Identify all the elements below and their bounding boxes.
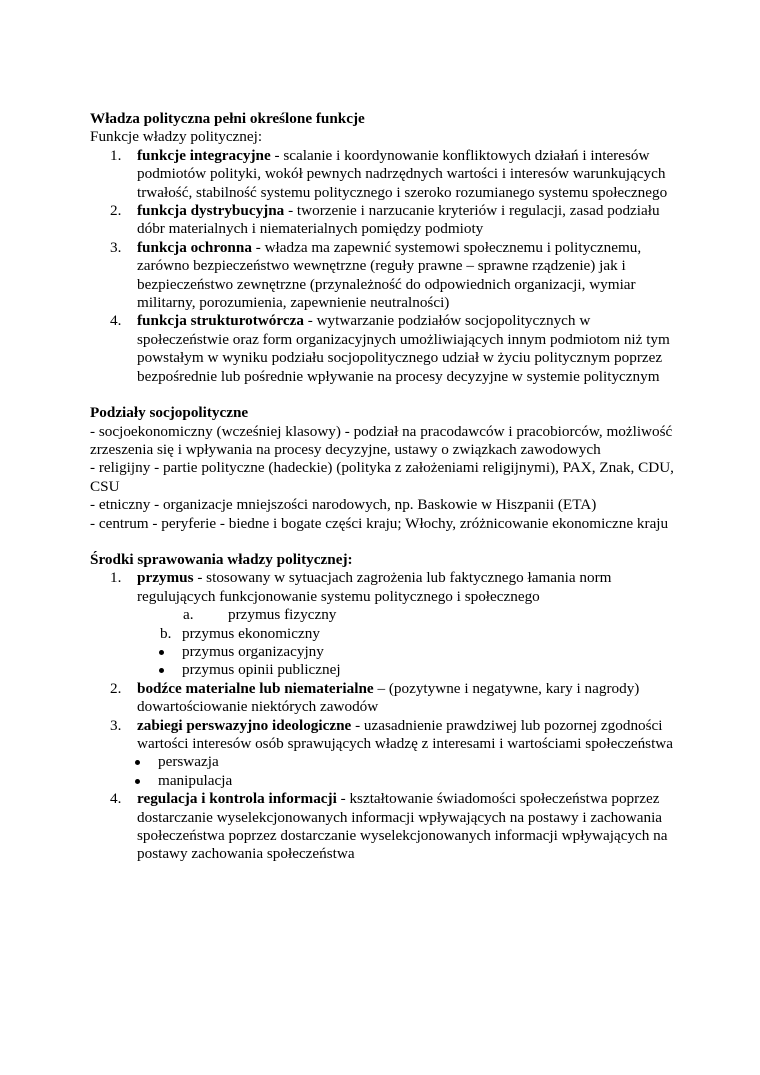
bullet-icon — [159, 650, 164, 655]
sublist-item: przymus opinii publicznej — [90, 661, 680, 679]
bullet-icon — [135, 779, 140, 784]
list-item: 4. funkcja strukturotwórcza - wytwarzanie podziałów socjopolitycznych w społeczeństwie oraz form organizacyjnych umożliwiających innym podmiotom niż tym powstałym w wyniku podziału socjopolitycznego udział w życiu politycznym poprzez bezpośrednie lub pośrednie wpływanie na procesy decyzyjne w systemie politycznym — [110, 312, 670, 385]
means-list-continued — [90, 680, 680, 754]
section-heading-divisions: Podziały socjopolityczne — [90, 404, 249, 422]
division-line: - etniczny - organizacje mniejszości narodowych, np. Baskowie w Hiszpanii (ETA) — [90, 496, 597, 514]
list-item: 2. bodźce materialne lub niematerialne – (pozytywne i negatywne, kary i nagrody) dowartościowanie niektórych zawodów — [110, 679, 640, 716]
list-item-term: przymus — [137, 569, 194, 587]
sublist-item: manipulacja — [90, 772, 680, 790]
list-item: 2. funkcja dystrybucyjna - tworzenie i narzucanie kryteriów i regulacji, zasad podziału dóbr materialnych i niematerialnych pomiędzy podmioty — [110, 202, 660, 238]
list-item-term: bodźce materialne lub niematerialne — [137, 679, 374, 697]
sublist-item: przymus organizacyjny — [90, 643, 680, 661]
means-list-final — [90, 790, 680, 864]
list-item: 3. zabiegi perswazyjno ideologiczne - uzasadnienie prawdziwej lub pozornej zgodności wartości interesów osób sprawujących władzę z interesami i wartościami społeczeństwa — [110, 716, 674, 752]
coercion-sublist — [90, 606, 680, 680]
list-item: 3. funkcja ochronna - władza ma zapewnić systemowi społecznemu i politycznemu, zarówno bezpieczeństwo wewnętrzne (reguły prawne – sprawne rządzenie) jak i bezpieczeństwo zewnętrzne (przynależność do odpowiednich organizacji, wymiar militarny, porozumienia, zapewnienie neutralności) — [110, 238, 642, 312]
division-line: - socjoekonomiczny (wcześniej klasowy) - podział na pracodawców i pracobiorców, możliwość zrzeszenia się i wpływania na procesy decyzyjne, ustawy o związkach zawodowych — [90, 422, 673, 458]
list-item-text: - tworzenie i narzucanie kryteriów i regulacji, zasad podziału dóbr materialnych i niematerialnych pomiędzy podmioty — [137, 202, 660, 238]
bullet-icon — [159, 668, 164, 673]
list-item-term: funkcje integracyjne — [137, 146, 271, 164]
persuasion-sublist — [90, 753, 680, 790]
list-item: 1. przymus - stosowany w sytuacjach zagrożenia lub faktycznego łamania norm regulujących funkcjonowanie systemu politycznego i społecznego — [110, 569, 612, 605]
section-heading-functions: Władza polityczna pełni określone funkcje — [90, 110, 365, 127]
bullet-icon — [135, 760, 140, 765]
division-line: - centrum - peryferie - biedne i bogate części kraju; Włochy, zróżnicowanie ekonomiczne kraju — [90, 514, 669, 532]
list-item-term: funkcja ochronna — [137, 238, 252, 256]
list-item-text: - scalanie i koordynowanie konfliktowych działań i interesów podmiotów polityki, wokół pewnych nadrzędnych wartości i interesów warunkujących trwałość, stabilność systemu politycznego i szeroko rozumianego systemu społecznego — [137, 146, 668, 201]
list-item-text: - wytwarzanie podziałów socjopolitycznych w społeczeństwie oraz form organizacyjnych umożliwiających innym podmiotom niż tym powstałym w wyniku podziału socjopolitycznego udział w życiu politycznym poprzez bezpośrednie lub pośrednie wpływanie na procesy decyzyjne w systemie politycznym — [137, 312, 670, 385]
means-list — [90, 569, 680, 606]
list-item-text: - uzasadnienie prawdziwej lub pozornej zgodności wartości interesów osób sprawujących władzę z interesami i wartościami społeczeństwa — [137, 716, 674, 752]
document-page — [90, 110, 680, 864]
division-line: - religijny - partie polityczne (hadeckie) (polityka z założeniami religijnymi), PAX, Znak, CDU, CSU — [90, 459, 674, 495]
sublist-item: b. przymus ekonomiczny — [160, 624, 320, 642]
list-item: 1. funkcje integracyjne - scalanie i koordynowanie konfliktowych działań i interesów podmiotów polityki, wokół pewnych nadrzędnych wartości i interesów warunkujących trwałość, stabilność systemu politycznego i szeroko rozumianego systemu społecznego — [110, 146, 668, 201]
list-item-text: – (pozytywne i negatywne, kary i nagrody) dowartościowanie niektórych zawodów — [137, 679, 640, 716]
list-item-term: regulacja i kontrola informacji — [137, 790, 337, 808]
functions-list — [90, 147, 680, 386]
sublist-item: perswazja — [90, 753, 680, 771]
section-heading-means: Środki sprawowania władzy politycznej: — [90, 550, 353, 568]
list-item: 4. regulacja i kontrola informacji - kształtowanie świadomości społeczeństwa poprzez dostarczanie wyselekcjonowanych informacji wpływających na postawy i zachowania społeczeństwa poprzez dostarczanie wyselekcjonowanych informacji wpływających na postawy zachowania społeczeństwa — [110, 790, 668, 863]
list-item-text: - stosowany w sytuacjach zagrożenia lub faktycznego łamania norm regulujących funkcjonowanie systemu politycznego i społecznego — [137, 569, 612, 605]
list-item-text: - kształtowanie świadomości społeczeństwa poprzez dostarczanie wyselekcjonowanych informacji wpływających na postawy i zachowania społeczeństwa poprzez dostarczanie wyselekcjonowanych informacji wpływających na postawy zachowania społeczeństwa — [137, 790, 668, 863]
functions-intro: Funkcje władzy politycznej: — [90, 128, 263, 146]
list-item-term: funkcja dystrybucyjna — [137, 202, 285, 220]
list-item-term: funkcja strukturotwórcza — [137, 312, 304, 330]
list-item-text: - władza ma zapewnić systemowi społecznemu i politycznemu, zarówno bezpieczeństwo wewnętrzne (reguły prawne – sprawne rządzenie) jak i bezpieczeństwo zewnętrzne (przynależność do odpowiednich organizacji, wymiar militarny, porozumienia, zapewnienie neutralności) — [137, 238, 642, 312]
sublist-item: a. przymus fizyczny — [183, 606, 337, 624]
list-item-term: zabiegi perswazyjno ideologiczne — [137, 716, 352, 734]
